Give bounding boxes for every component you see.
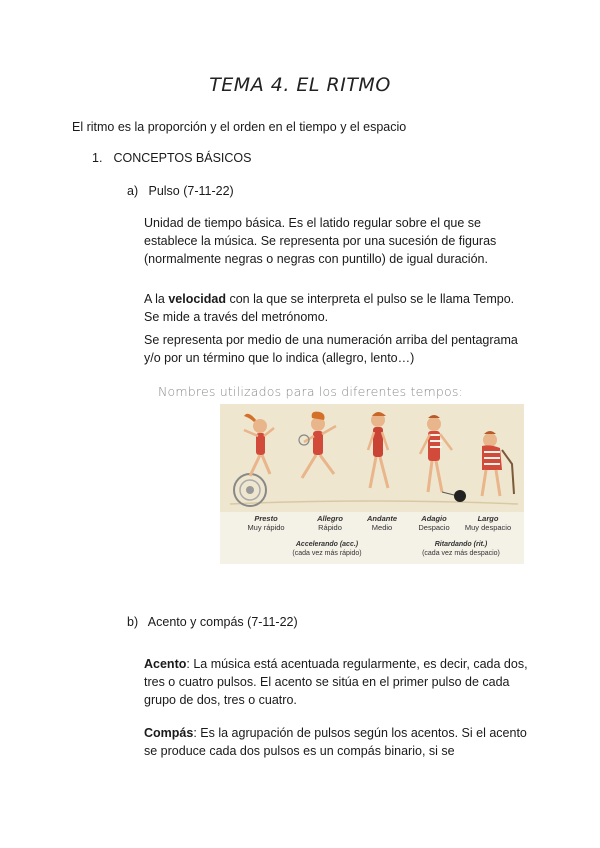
subheading-acento (127, 615, 298, 629)
tempo-desc: Rápido (318, 523, 342, 532)
pulso-paragraph-2 (144, 290, 528, 326)
tempo-range-name: Accelerando (acc.) (295, 541, 359, 548)
compas-bold: Compás (144, 726, 194, 740)
velocidad-bold: velocidad (168, 292, 226, 306)
pulso-p2-before: A la (144, 292, 169, 306)
page-title: TEMA 4. EL RITMO (209, 74, 391, 96)
pulso-p2-after: con la que se interpreta el pulso se le llama Tempo. Se mide a través del metrónomo. (144, 292, 515, 324)
tempo-desc: Despacio (418, 523, 450, 532)
compas-text: : Es la agrupación de pulsos según los acentos. Si el acento se produce cada dos pulsos es un compás binario, si se (144, 726, 527, 758)
section-number: 1. (92, 151, 103, 165)
tempo-name: Allegro (317, 514, 343, 523)
tempo-ritardando (406, 540, 516, 558)
subheading-pulso (127, 184, 234, 198)
tempo-illustration (220, 404, 524, 564)
acento-bold: Acento (144, 657, 187, 671)
tempo-range-name: Ritardando (rit.) (434, 541, 488, 548)
tempo-accelerando (272, 540, 382, 558)
section-label: CONCEPTOS BÁSICOS (113, 151, 252, 165)
tempo-name: Andante (367, 514, 397, 523)
tempo-allegro (302, 514, 358, 532)
tempo-desc: Muy despacio (464, 523, 512, 532)
subheading-label: Pulso (7-11-22) (148, 184, 234, 198)
tempo-range-desc: (cada vez más rápido) (292, 550, 362, 557)
tempo-desc: Medio (371, 523, 393, 532)
tempo-name: Presto (254, 514, 278, 523)
pulso-paragraph-3: Se representa por medio de una numeración arriba del pentagrama y/o por un término que lo indica (allegro, lento…) (144, 333, 518, 365)
tempo-largo (456, 514, 520, 532)
acento-text: : La música está acentuada regularmente, es decir, cada dos, tres o cuatro pulsos. El acento se sitúa en el primer pulso de cada grupo de dos, tres o cuatro. (144, 657, 528, 707)
section-heading-conceptos (92, 151, 251, 165)
tempo-andante (354, 514, 410, 532)
figure-caption: Nombres utilizados para los diferentes tempos: (158, 384, 463, 399)
subheading-letter: b) (127, 615, 139, 629)
tempo-name: Adagio (421, 514, 447, 523)
subheading-letter: a) (127, 184, 139, 198)
pulso-paragraph-1: Unidad de tiempo básica. Es el latido regular sobre el que se establece la música. Se representa por una sucesión de figuras (normalmente negras o negras con puntillo) de igual duración. (144, 216, 497, 266)
tempo-range-desc: (cada vez más despacio) (422, 550, 500, 557)
compas-paragraph (144, 724, 528, 760)
tempo-presto (238, 514, 294, 532)
subheading-label: Acento y compás (7-11-22) (147, 615, 298, 629)
tempo-desc: Muy rápido (247, 523, 285, 532)
acento-paragraph (144, 655, 528, 709)
tempo-name: Largo (477, 514, 499, 523)
tempo-adagio (406, 514, 462, 532)
intro-text: El ritmo es la proporción y el orden en el tiempo y el espacio (72, 120, 407, 134)
